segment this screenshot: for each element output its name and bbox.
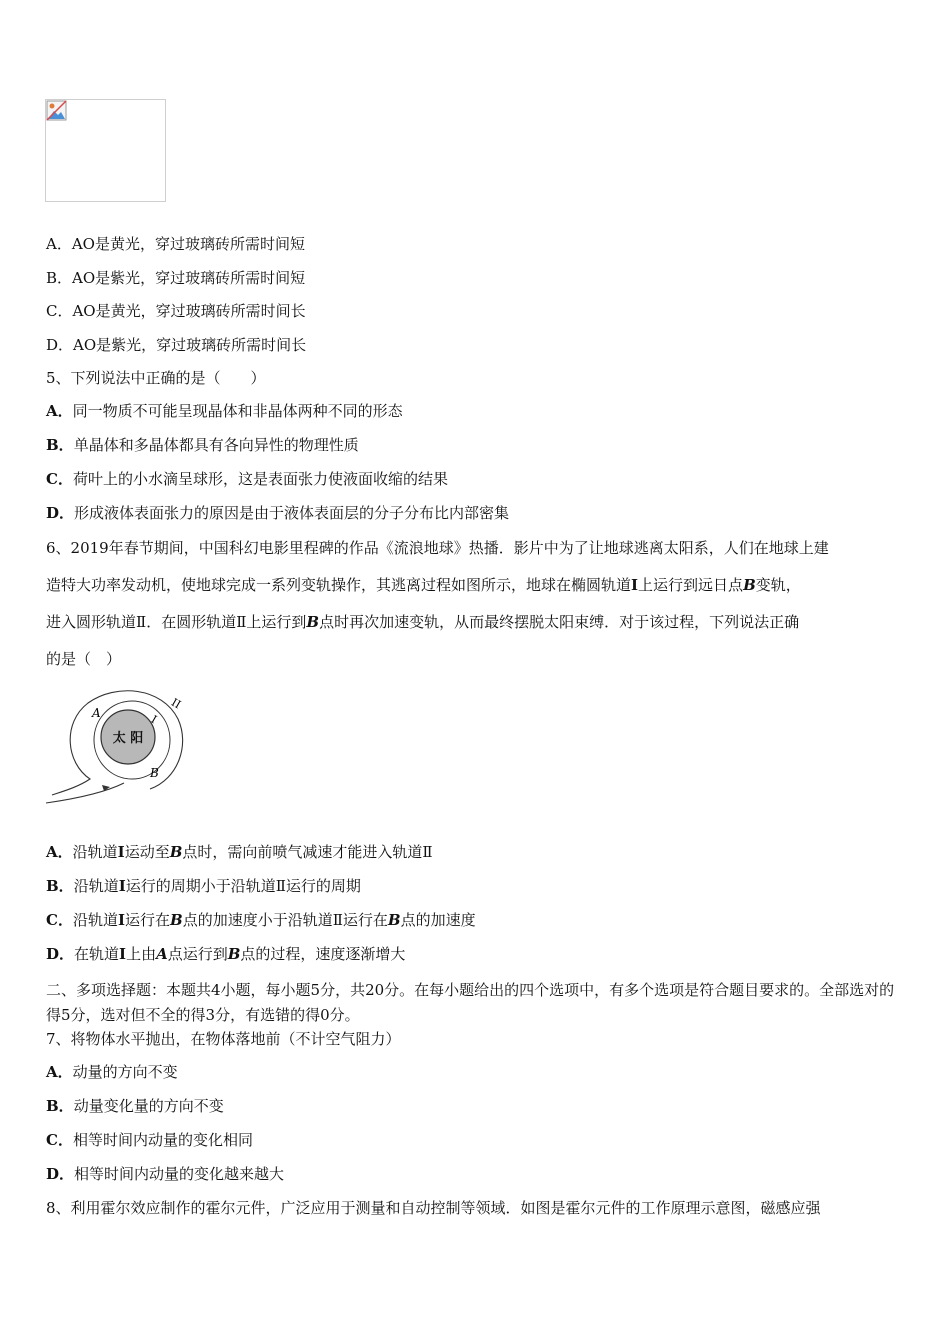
point-b-symbol: B bbox=[170, 911, 183, 929]
option-text: 荷叶上的小水滴呈球形，这是表面张力使液面收缩的结果 bbox=[72, 470, 448, 488]
option-text: 同一物质不可能呈现晶体和非晶体两种不同的形态 bbox=[72, 402, 403, 420]
option-label: C． bbox=[46, 911, 73, 929]
option-label: A． bbox=[46, 843, 73, 861]
q4-option-a: A．AO是黄光，穿过玻璃砖所需时间短 bbox=[46, 235, 305, 253]
point-b-symbol: B bbox=[306, 613, 320, 631]
q6-stem-line-1: 6、2019年春节期间，中国科幻电影里程碑的作品《流浪地球》热播．影片中为了让地球逃离太阳系，人们在地球上建 bbox=[46, 539, 829, 557]
q5-option-c bbox=[46, 469, 448, 489]
q5-stem: 5、下列说法中正确的是（ ） bbox=[46, 369, 266, 387]
q7-option-b bbox=[46, 1096, 224, 1116]
orbit-i-symbol: I bbox=[631, 576, 639, 594]
text-segment: 运行在 bbox=[125, 911, 171, 929]
option-label: D． bbox=[46, 1165, 75, 1183]
option-text: 相等时间内动量的变化越来越大 bbox=[74, 1165, 285, 1183]
label-orbit-i: I bbox=[148, 712, 160, 727]
option-label: C． bbox=[46, 470, 73, 488]
q8-stem: 8、利用霍尔效应制作的霍尔元件，广泛应用于测量和自动控制等领域．如图是霍尔元件的工作原理示意图，磁感应强 bbox=[46, 1199, 821, 1217]
text-segment: 点运行到 bbox=[167, 945, 228, 963]
q4-option-b: B．AO是紫光，穿过玻璃砖所需时间短 bbox=[46, 269, 306, 287]
q6-option-c bbox=[46, 910, 476, 930]
option-text: 形成液体表面张力的原因是由于液体表面层的分子分布比内部密集 bbox=[74, 504, 510, 522]
q6-stem-line-4: 的是（ ） bbox=[46, 650, 122, 668]
text-segment: 点时，需向前喷气减速才能进入轨道Ⅱ bbox=[182, 843, 433, 861]
text-segment: 运动至 bbox=[124, 843, 170, 861]
orbit-i-symbol: I bbox=[117, 843, 125, 861]
point-b-symbol: B bbox=[387, 911, 401, 929]
q7-stem: 7、将物体水平抛出，在物体落地前（不计空气阻力） bbox=[46, 1030, 401, 1048]
q4-option-d: D．AO是紫光，穿过玻璃砖所需时间长 bbox=[46, 336, 307, 354]
q7-option-d bbox=[46, 1164, 284, 1184]
option-text: 单晶体和多晶体都具有各向异性的物理性质 bbox=[73, 436, 359, 454]
option-label: B． bbox=[46, 877, 74, 895]
label-a: A bbox=[92, 706, 101, 720]
sun-label: 太 阳 bbox=[112, 731, 144, 746]
q5-option-b bbox=[46, 435, 359, 455]
section-2-instructions: 二、多项选择题：本题共4小题，每小题5分，共20分。在每小题给出的四个选项中，有多个选项是符合题目要求的。全部选对的得5分，选对但不全的得3分，有选错的得0分。 bbox=[46, 981, 895, 1024]
option-label: A． bbox=[46, 402, 73, 420]
text-segment: 点的加速度小于沿轨道Ⅱ运行在 bbox=[182, 911, 388, 929]
broken-image-icon bbox=[46, 100, 68, 122]
text-segment: 点时再次加速变轨，从而最终摆脱太阳束缚．对于该过程，下列说法正确 bbox=[319, 613, 800, 631]
option-text: 动量的方向不变 bbox=[72, 1063, 178, 1081]
q7-option-c bbox=[46, 1130, 253, 1150]
option-label: B． bbox=[46, 436, 74, 454]
option-label: A． bbox=[46, 1063, 73, 1081]
text-segment: 在轨道 bbox=[74, 945, 120, 963]
orbit-diagram bbox=[44, 683, 194, 808]
point-a-symbol: A bbox=[156, 945, 168, 963]
q5-option-d bbox=[46, 503, 509, 523]
text-segment: 上由 bbox=[126, 945, 157, 963]
option-label: B． bbox=[46, 1097, 74, 1115]
q6-option-b bbox=[46, 876, 361, 896]
text-segment: 点的过程，速度逐渐增大 bbox=[240, 945, 406, 963]
text-segment: 点的加速度 bbox=[400, 911, 476, 929]
orbit-i-symbol: I bbox=[118, 877, 126, 895]
label-orbit-ii: II bbox=[169, 695, 184, 712]
q6-option-d bbox=[46, 944, 405, 964]
option-label: D． bbox=[46, 945, 75, 963]
option-text: 动量变化量的方向不变 bbox=[73, 1097, 224, 1115]
option-label: C． bbox=[46, 1131, 73, 1149]
q5-option-a bbox=[46, 401, 403, 421]
option-label: D． bbox=[46, 504, 75, 522]
point-b-symbol: B bbox=[169, 843, 183, 861]
option-text: 相等时间内动量的变化相同 bbox=[72, 1131, 253, 1149]
q6-stem-line-2 bbox=[46, 575, 801, 595]
question-4-figure-placeholder bbox=[45, 99, 166, 202]
label-b: B bbox=[150, 766, 159, 780]
text-segment: 上运行到远日点 bbox=[638, 576, 744, 594]
point-b-symbol: B bbox=[743, 576, 756, 594]
text-segment: 变轨， bbox=[755, 576, 801, 594]
point-b-symbol: B bbox=[227, 945, 241, 963]
q7-option-a bbox=[46, 1062, 178, 1082]
text-segment: 沿轨道 bbox=[73, 877, 119, 895]
q6-stem-line-3 bbox=[46, 612, 799, 632]
q4-option-c: C．AO是黄光，穿过玻璃砖所需时间长 bbox=[46, 302, 306, 320]
q6-option-a bbox=[46, 842, 433, 862]
orbit-i-symbol: I bbox=[119, 945, 127, 963]
text-segment: 进入圆形轨道Ⅱ．在圆形轨道Ⅱ上运行到 bbox=[46, 613, 307, 631]
orbit-i-symbol: I bbox=[117, 911, 125, 929]
text-segment: 沿轨道 bbox=[72, 843, 118, 861]
text-segment: 运行的周期小于沿轨道Ⅱ运行的周期 bbox=[125, 877, 361, 895]
text-segment: 造特大功率发动机，使地球完成一系列变轨操作，其逃离过程如图所示，地球在椭圆轨道 bbox=[46, 576, 632, 594]
text-segment: 沿轨道 bbox=[72, 911, 118, 929]
